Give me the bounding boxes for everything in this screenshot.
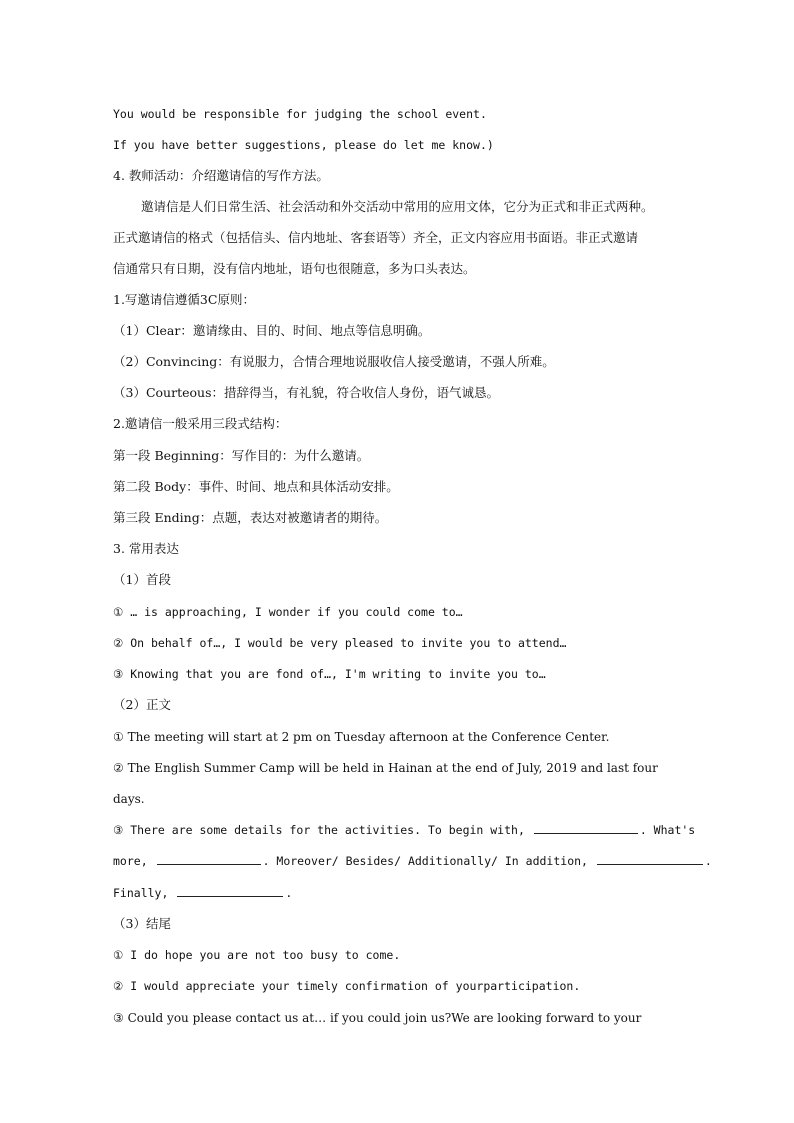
expression-item: ① … is approaching, I wonder if you could come to… <box>113 605 463 619</box>
section-heading: 4. 教师活动：介绍邀请信的写作方法。 <box>113 168 329 183</box>
list-item: （1）Clear：邀请缘由、目的、时间、地点等信息明确。 <box>113 323 431 338</box>
expression-item: ③ Knowing that you are fond of…, I'm writing to invite you to… <box>113 667 546 681</box>
fill-in-line <box>113 822 703 838</box>
subheading: 3. 常用表达 <box>113 541 179 556</box>
paragraph-line: 信通常只有日期，没有信内地址，语句也很随意，多为口头表达。 <box>113 261 476 276</box>
expression-item: days. <box>113 792 145 806</box>
answer-blank <box>177 885 283 897</box>
text-line: If you have better suggestions, please do let me know.) <box>113 138 494 152</box>
subheading: （2）正文 <box>113 697 171 712</box>
list-item: 第一段 Beginning：写作目的：为什么邀请。 <box>113 448 370 463</box>
fill-in-text: . Moreover/ Besides/ Additionally/ In addition, <box>262 854 588 868</box>
subheading: （1）首段 <box>113 572 171 587</box>
answer-blank <box>597 853 703 865</box>
expression-item: ② I would appreciate your timely confirmation of yourparticipation. <box>113 979 581 993</box>
fill-in-text: . What's <box>639 823 696 837</box>
list-item: 第二段 Body：事件、时间、地点和具体活动安排。 <box>113 479 399 494</box>
list-item: （2）Convincing：有说服力，合情合理地说服收信人接受邀请，不强人所难。 <box>113 354 555 369</box>
answer-blank <box>534 822 638 834</box>
list-item: 第三段 Ending：点题，表达对被邀请者的期待。 <box>113 510 388 525</box>
subheading: 1.写邀请信遵循3C原则： <box>113 292 255 307</box>
subheading: 2.邀请信一般采用三段式结构： <box>113 416 288 431</box>
expression-item: ② The English Summer Camp will be held in Hainan at the end of July, 2019 and last four <box>113 761 658 775</box>
list-item: （3）Courteous：措辞得当，有礼貌，符合收信人身份，语气诚恳。 <box>113 385 499 400</box>
fill-in-text: ③ There are some details for the activities. To begin with, <box>113 823 525 837</box>
fill-in-text: . <box>285 886 293 900</box>
fill-in-text: . <box>704 854 712 868</box>
paragraph-line: 正式邀请信的格式（包括信头、信内地址、客套语等）齐全，正文内容应用书面语。非正式邀请 <box>113 230 639 245</box>
expression-item: ① I do hope you are not too busy to come. <box>113 948 401 962</box>
subheading: （3）结尾 <box>113 916 171 931</box>
fill-in-line <box>113 853 712 869</box>
text-line: You would be responsible for judging the school event. <box>113 107 487 121</box>
expression-item: ③ Could you please contact us at… if you could join us?We are looking forward to your <box>113 1011 642 1025</box>
fill-in-line <box>113 885 703 901</box>
answer-blank <box>157 853 261 865</box>
fill-in-text: more, <box>113 854 148 868</box>
fill-in-text: Finally, <box>113 886 169 900</box>
expression-item: ① The meeting will start at 2 pm on Tuesday afternoon at the Conference Center. <box>113 730 610 744</box>
expression-item: ② On behalf of…, I would be very pleased to invite you to attend… <box>113 636 567 650</box>
paragraph-line: 邀请信是人们日常生活、社会活动和外交活动中常用的应用文体，它分为正式和非正式两种。 <box>141 199 654 214</box>
